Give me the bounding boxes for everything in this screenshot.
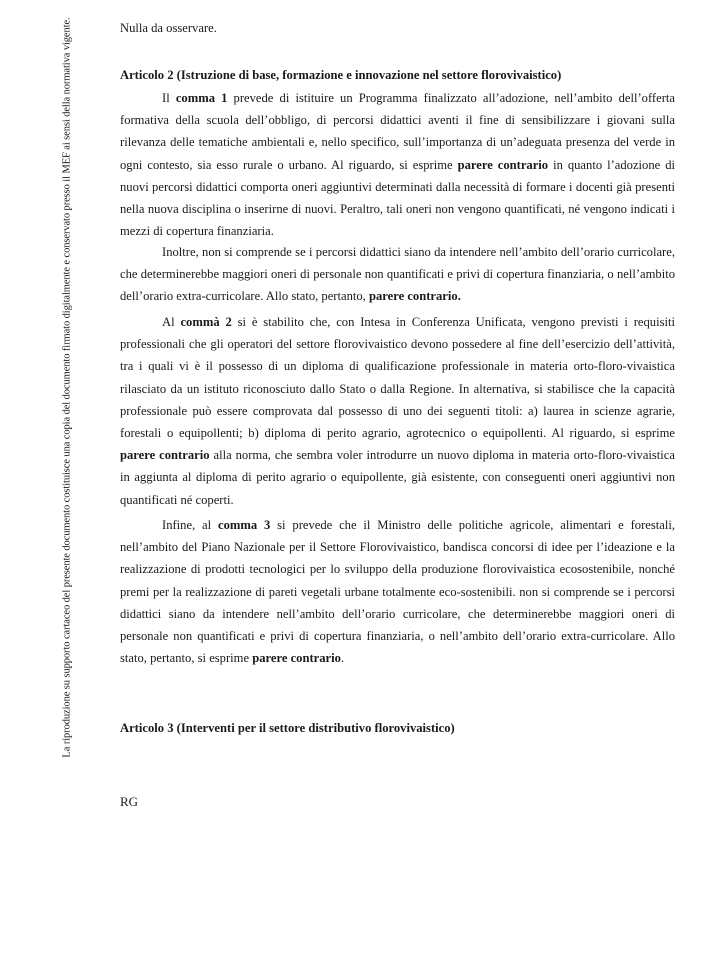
footer-initials: RG xyxy=(120,794,139,809)
margin-certification-note: La riproduzione su supporto cartaceo del presente documento costituisce una copia del documento firmato digitalmente e conservato presso il MEF ai sensi della normativa vigente. xyxy=(61,17,73,758)
article-2-paragraph-3: Al commà 2 si è stabilito che, con Intesa in Conferenza Unificata, vengono previsti i requisiti professionali che gli operatori del settore florovivaistico devono possedere al fine dell’esercizio dell’attività, tra i quali vi è il possesso di un diploma di qualificazione professionale in materia orto-floro-vivaistica rilasciato da un istituto riconosciuto dallo Stato o dalla Regione. In alternativa, si stabilisce che la capacità professionale può essere comprovata dal possesso di uno dei seguenti titoli: a) laurea in scienze agrarie, forestali o equipollenti; b) diploma di perito agrario, agrotecnico o equipollenti. Al riguardo, si esprime parere contrario alla norma, che sembra voler introdurre un nuovo diploma in materia orto-floro-vivaistica in aggiunta al diploma di perito agrario o equipollente, già esistente, con conseguenti oneri aggiuntivi non quantificati né coperti. xyxy=(120,315,675,507)
article-3-heading: Articolo 3 (Interventi per il settore distributivo florovivaistico) xyxy=(120,721,455,735)
article-2-paragraph-4: Infine, al comma 3 si prevede che il Ministro delle politiche agricole, alimentari e forestali, nell’ambito del Piano Nazionale per il Settore Florovivaistico, bandisca concorsi di idee per l’ideazione e la realizzazione di prodotti tecnologici per lo sviluppo della produzione florovivaistica ecosostenibile, nonché premi per la realizzazione di pareti vegetali urbane totalmente eco-sostenibili. non si comprende se i percorsi didattici siano da intendere nell’ambito dell’orario curricolare, che determinerebbe maggiori oneri di personale non quantificati e privi di copertura finanziaria, o nell’ambito dell’orario extra-curricolare. Allo stato, pertanto, si esprime parere contrario. xyxy=(120,518,675,666)
article-2-paragraph-1: Il comma 1 prevede di istituire un Programma finalizzato all’adozione, nell’ambito dell’offerta formativa della scuola dell’obbligo, di percorsi didattici aventi il fine di sensibilizzare i giovani sulla rilevanza delle tematiche ambientali e, nello specifico, sull’importanza di un’adeguata presenza del verde in ogni contesto, sia esso rurale o urbano. Al riguardo, si esprime parere contrario in quanto l’adozione di nuovi percorsi didattici comporta oneri aggiuntivi determinati dalla necessità di formare i docenti già presenti nella nuova disciplina o inserirne di nuovi. Peraltro, tali oneri non vengono quantificati, né vengono indicati i mezzi di copertura finanziaria. xyxy=(120,91,675,239)
intro-line: Nulla da osservare. xyxy=(120,21,217,35)
article-2-paragraph-2: Inoltre, non si comprende se i percorsi didattici siano da intendere nell’ambito dell’orario curricolare, che determinerebbe maggiori oneri di personale non quantificati e privi di copertura finanziaria, o nell’ambito dell’orario extra-curricolare. Allo stato, pertanto, parere contrario. xyxy=(120,245,675,304)
article-2-heading: Articolo 2 (Istruzione di base, formazione e innovazione nel settore florovivaistico) xyxy=(120,68,562,82)
